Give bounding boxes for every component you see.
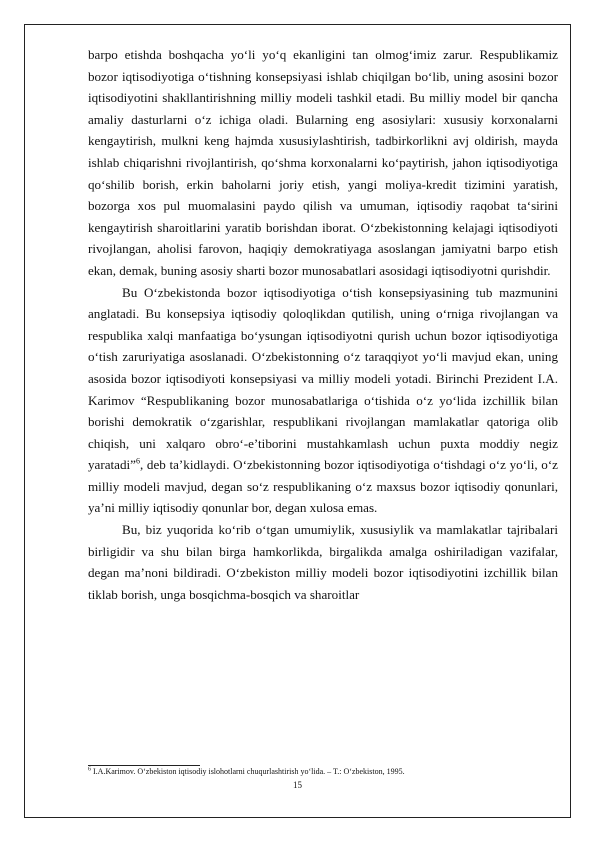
body-text: [88, 44, 558, 605]
paragraph-3: Bu, biz yuqorida ko‘rib o‘tgan umumiylik, xususiylik va mamlakatlar tajribalari birligidir va shu bilan birga hamkorlikda, birgalikda amalga oshiriladigan vazifalar, degan ma’noni bildiradi. O‘zbekiston milliy modeli bozor iqtisodiyotini izchillik bilan tiklab borish, unga bosqichma-bosqich va sharoitlar: [88, 522, 558, 602]
paragraph-2-text-b: , deb ta’kidlaydi. O‘zbekistonning bozor iqtisodiyotiga o‘tishdagi o‘z yo‘li, o‘z milliy modeli mavjud, degan so‘z respublikaning o‘z maxsus bozor iqtisodiy qonunlari, ya’ni milliy iqtisodiy qonunlar bor, degan xulosa emas.: [88, 457, 558, 516]
paragraph-1: barpo etishda boshqacha yo‘li yo‘q ekanligini tan olmog‘imiz zarur. Respublikamiz bozor iqtisodiyotiga o‘tishning konsepsiyasi ishlab chiqilgan bo‘lib, uning asosini bozor iqtisodiyotini shakllantirishning milliy modeli tashkil etadi. Bu milliy model bir qancha amaliy dasturlarni o‘z ichiga oladi. Bularning eng asosiylari: xususiy korxonalarni kengaytirish, mulkni keng hajmda xususiylashtirish, tadbirkorlikni avj oldirish, mayda ishlab chiqarishni rivojlantirish, qo‘shma korxonalarni ko‘paytirish, jahon iqtisodiyotiga qo‘shilib borish, erkin baholarni joriy etish, yangi moliya-kredit tizimini yaratish, bozorga xos pul muomalasini paydo qilish va umuman, iqtisodiy raqobat ta‘sirini kengaytirish sharoitlarini yaratib borishdan iborat. O‘zbekistonning kelajagi iqtisodiyoti rivojlangan, aholisi farovon, haqiqiy demokratiyaga asoslangan jamiyatni barpo etish ekan, demak, buning asosiy sharti bozor munosabatlari asosidagi iqtisodiyotni qurishdir.: [88, 47, 558, 278]
footnote: [88, 767, 558, 777]
footnote-reference: 6: [135, 456, 140, 466]
footnote-marker: 6: [88, 766, 91, 773]
page-number: 15: [293, 780, 302, 790]
footnote-divider: [88, 765, 200, 766]
footnote-text: I.A.Karimov. O‘zbekiston iqtisodiy islohotlarni chuqurlashtirish yo‘lida. – T.: O‘zbekiston, 1995.: [91, 767, 405, 776]
paragraph-2-text-a: Bu O‘zbekistonda bozor iqtisodiyotiga o‘tish konsepsiyasining tub mazmunini anglatadi. Bu konsepsiya iqtisodiy qoloqlikdan qutilish, uning o‘rniga rivojlangan va respublika xalqi manfaatiga bo‘ysungan iqtisodiyotni qurish uchun bozor iqtisodiyotiga o‘tish zaruriyatiga asoslanadi. O‘zbekistonning o‘z taraqqiyot yo‘li mavjud ekan, uning asosida bozor iqtisodiyoti konsepsiyasi va milliy modeli yotadi. Birinchi Prezident I.A. Karimov “Respublikaning bozor munosabatlariga o‘tishida o‘z yo‘lida izchillik bilan borishi demokratik o‘zgarishlar, respublikani rivojlangan mamlakatlar qatoriga olib chiqish, uni xalqaro obro‘-e’tiborini mustahkamlash uchun puxta moddiy negiz yaratadi”: [88, 284, 558, 473]
paragraph-2: [88, 282, 558, 520]
